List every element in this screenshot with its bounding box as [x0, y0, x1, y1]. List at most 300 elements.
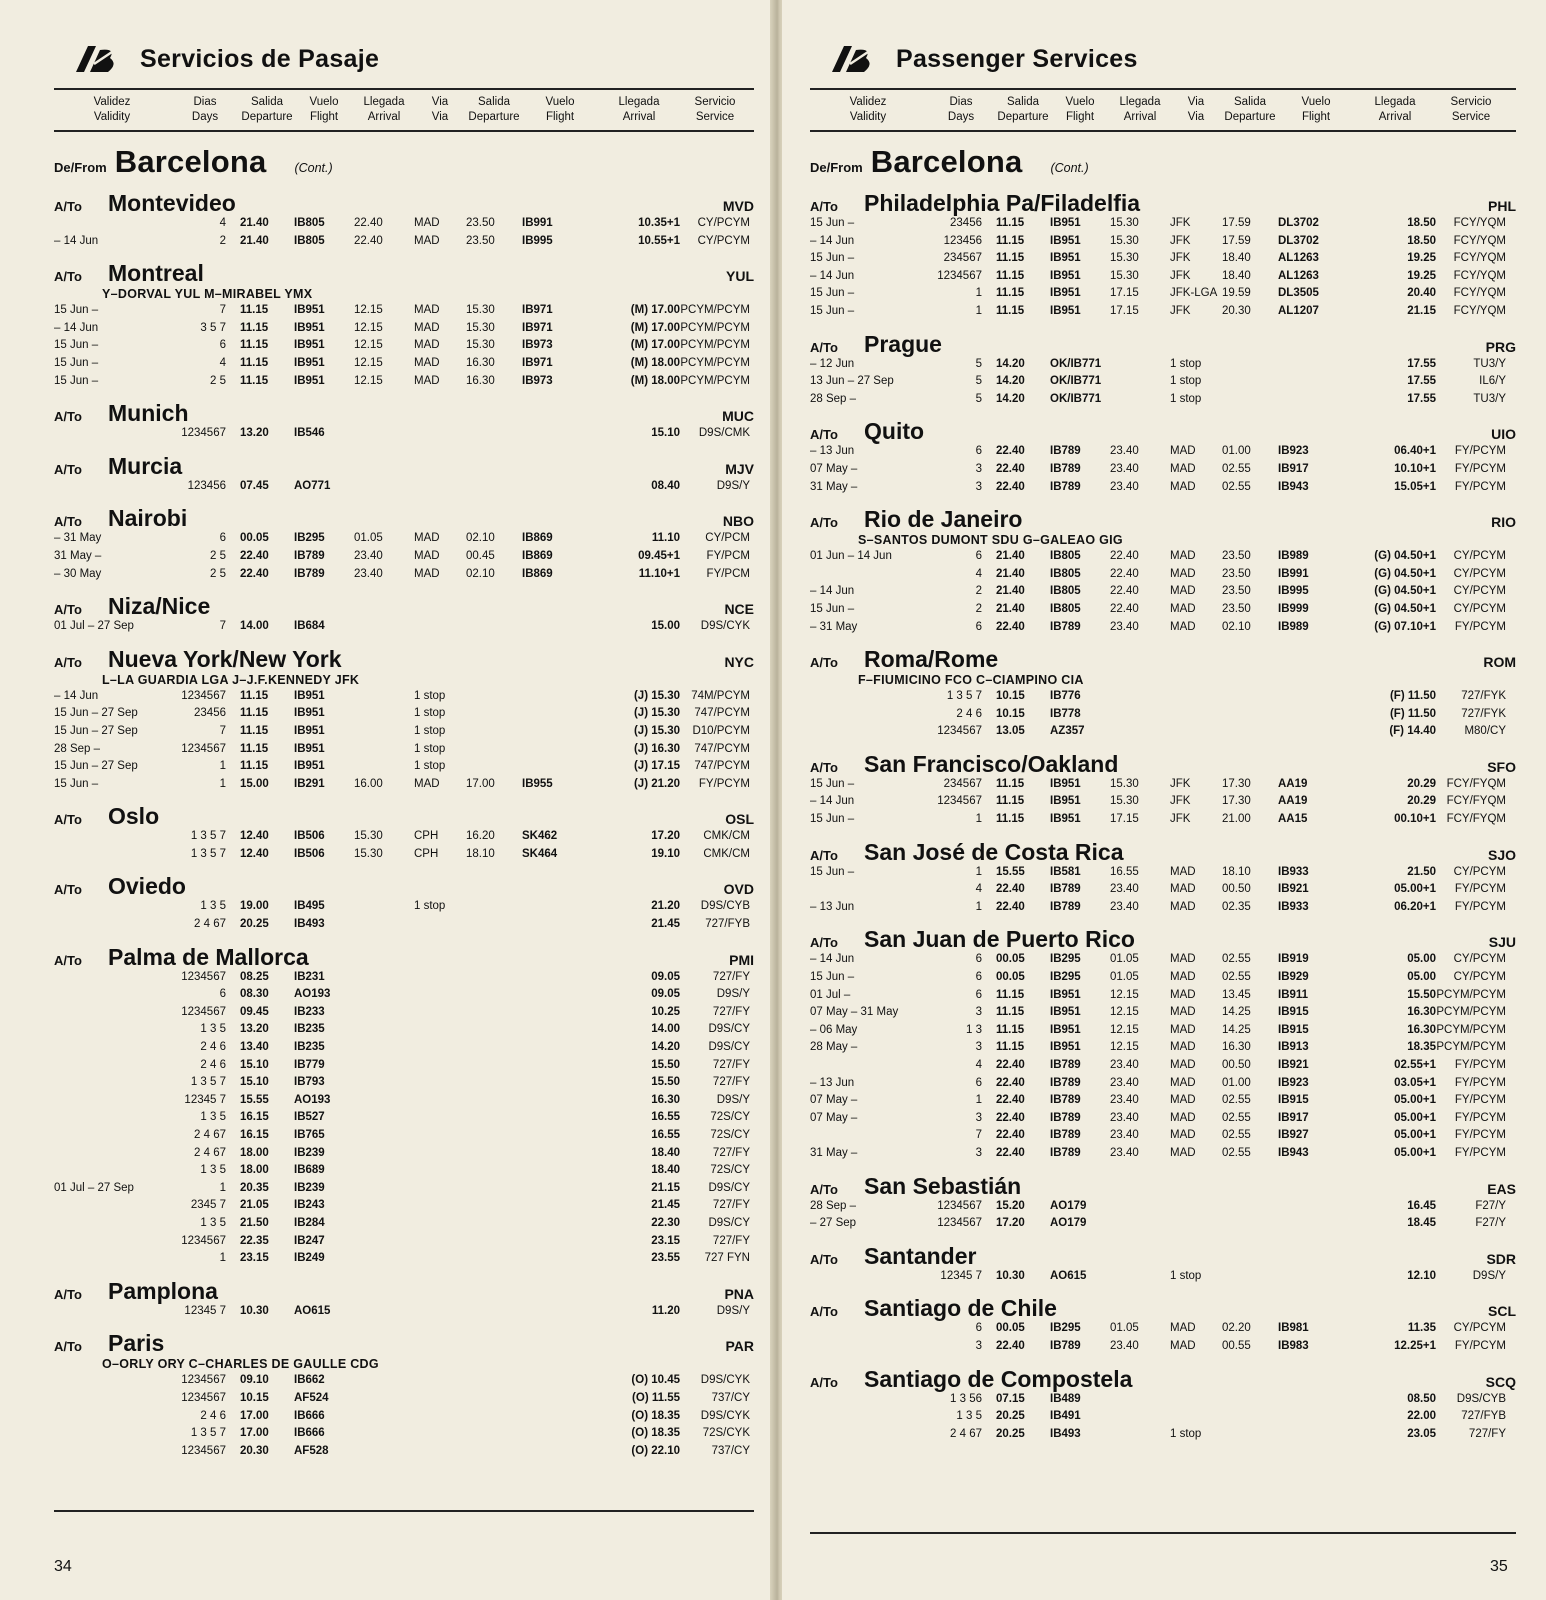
- flight-row: [810, 568, 1516, 586]
- cell-flt: IB805: [1050, 602, 1081, 615]
- cell-flt: IB789: [294, 549, 325, 562]
- cell-days: 1234567: [181, 1391, 226, 1404]
- cell-arr2: 17.55: [1407, 357, 1436, 370]
- cell-dep: 11.15: [996, 234, 1025, 247]
- cell-svc: D9S/Y: [716, 988, 750, 1001]
- flight-row: [54, 1410, 754, 1428]
- cell-valid: 15 Jun – 27 Sep: [54, 724, 138, 737]
- cell-arr: 15.30: [1110, 252, 1139, 265]
- cell-dep2: 23.50: [1222, 585, 1251, 598]
- flight-row: [810, 481, 1516, 499]
- cell-arr2: 17.55: [1407, 392, 1436, 405]
- flight-row: [54, 339, 754, 357]
- cell-dep2: 23.50: [466, 217, 495, 229]
- cell-dep: 21.40: [240, 217, 269, 229]
- cell-svc: 74M/PCYM: [691, 689, 750, 702]
- cell-arr: 01.05: [1110, 1322, 1139, 1335]
- cell-via: MAD: [1170, 1023, 1196, 1036]
- cell-valid: 07 May –: [810, 462, 858, 475]
- cell-flt: AF528: [294, 1444, 329, 1457]
- cell-valid: 01 Jun – 14 Jun: [810, 550, 892, 563]
- cell-days: 123456: [943, 234, 982, 247]
- cell-days: 2 4 6: [200, 1409, 226, 1422]
- cell-dep: 20.25: [240, 918, 269, 931]
- destination-heading: [54, 260, 754, 287]
- cell-arr: 23.40: [1110, 620, 1139, 633]
- cell-arr: 15.30: [354, 847, 383, 860]
- cell-arr2: 21.50: [1407, 865, 1436, 878]
- destination-heading: [54, 1278, 754, 1305]
- cell-flt: OK/IB771: [1050, 375, 1102, 388]
- cell-svc: PCYM/PCYM: [1436, 1023, 1506, 1036]
- destination-section: [54, 1330, 754, 1462]
- cell-svc: FY/PCYM: [1454, 1339, 1506, 1352]
- origin-heading: [54, 144, 754, 182]
- cell-dep: 14.20: [996, 375, 1025, 388]
- airport-code: NCE: [724, 601, 754, 618]
- flight-row: [810, 621, 1516, 639]
- cell-arr: 23.40: [1110, 1111, 1139, 1124]
- destination-heading: [810, 506, 1516, 533]
- destination-name: Rio de Janeiro: [864, 506, 1023, 533]
- cell-dep2: 02.20: [1222, 1322, 1251, 1335]
- airport-legend: Y–DORVAL YUL M–MIRABEL YMX: [102, 287, 313, 302]
- cell-arr: 23.40: [1110, 1059, 1139, 1071]
- cell-dep: 14.20: [996, 392, 1025, 405]
- cell-arr2: 17.20: [651, 830, 680, 843]
- cell-via: CPH: [414, 830, 439, 843]
- cell-arr: 01.05: [1110, 953, 1139, 966]
- cell-svc: FY/PCYM: [1454, 1094, 1506, 1107]
- cell-arr2: 20.29: [1407, 795, 1436, 808]
- flight-row: [54, 1217, 754, 1235]
- cell-days: 1 3: [966, 1023, 982, 1036]
- flight-row: [54, 1094, 754, 1112]
- cell-svc: D9S/CY: [708, 1041, 750, 1054]
- cell-via: MAD: [414, 532, 440, 545]
- cell-via: 1 stop: [1170, 375, 1202, 388]
- airport-code: PHL: [1488, 198, 1516, 214]
- cell-dep2: 02.55: [1222, 480, 1251, 493]
- destination-name: Nueva York/New York: [108, 645, 342, 672]
- cell-dep2: 19.59: [1222, 287, 1251, 300]
- cell-valid: 07 May –: [810, 1111, 858, 1124]
- destination-section: [810, 646, 1516, 743]
- column-header-cell: Vuelo Flight: [309, 96, 339, 123]
- flight-row: [54, 1235, 754, 1253]
- cell-svc: M80/CY: [1464, 725, 1506, 738]
- cell-dep: 22.40: [996, 1076, 1025, 1089]
- flight-row: [810, 989, 1516, 1007]
- cell-days: 123456: [187, 479, 226, 492]
- flight-row: [54, 778, 754, 796]
- cell-dep2: 17.30: [1222, 795, 1251, 808]
- cell-arr: 12.15: [1110, 1006, 1139, 1019]
- airport-legend: O–ORLY ORY C–CHARLES DE GAULLE CDG: [102, 1357, 379, 1372]
- cell-flt2: IB921: [1278, 1059, 1309, 1071]
- flight-row: [54, 217, 754, 235]
- cell-svc: IL6/Y: [1479, 375, 1506, 388]
- destination-section: [54, 646, 754, 796]
- cell-dep2: 17.59: [1222, 217, 1251, 229]
- iberia-logo-icon: [828, 42, 874, 76]
- cell-arr2: 15.10: [651, 427, 680, 440]
- cell-arr: 12.15: [354, 374, 383, 387]
- cell-svc: CY/PCYM: [1453, 602, 1506, 615]
- destination-section: [810, 1173, 1516, 1235]
- cell-days: 4: [975, 883, 982, 896]
- cell-arr2: 20.40: [1407, 287, 1436, 300]
- destination-heading: [54, 453, 754, 480]
- cell-via: MAD: [1170, 883, 1196, 896]
- column-header: [54, 90, 754, 132]
- cell-svc: D9S/Y: [716, 1304, 750, 1317]
- column-header-cell: Dias Days: [947, 96, 975, 123]
- destination-label: A/To: [54, 269, 82, 285]
- cell-days: 1 3 5 7: [190, 847, 226, 860]
- flight-row: [54, 1076, 754, 1094]
- cell-arr2: (M) 17.00: [630, 304, 680, 317]
- cell-dep: 07.45: [240, 479, 269, 492]
- cell-flt: IB581: [1050, 865, 1081, 878]
- cell-svc: CY/PCYM: [1453, 550, 1506, 563]
- airport-code: PRG: [1485, 338, 1516, 355]
- cell-days: 1: [219, 760, 226, 773]
- cell-flt: IB493: [294, 918, 325, 931]
- cell-arr2: 16.55: [651, 1111, 680, 1124]
- cell-flt: IB951: [1050, 1023, 1081, 1036]
- cell-flt: IB495: [294, 900, 325, 913]
- destination-name: San José de Costa Rica: [864, 838, 1124, 865]
- cell-valid: 15 Jun –: [54, 777, 99, 790]
- cell-flt2: IB927: [1278, 1129, 1309, 1142]
- airport-code: PNA: [724, 1285, 754, 1302]
- cell-dep2: 18.10: [466, 847, 495, 860]
- flight-row: [810, 1428, 1516, 1446]
- cell-flt: IB789: [1050, 1129, 1081, 1142]
- cell-flt: IB662: [294, 1374, 325, 1387]
- cell-days: 1234567: [937, 725, 982, 738]
- flight-row: [810, 287, 1516, 305]
- continued-note: (Cont.): [1050, 161, 1089, 175]
- cell-flt2: IB923: [1278, 1076, 1309, 1089]
- cell-days: 4: [975, 567, 982, 580]
- cell-days: 1: [975, 865, 982, 878]
- cell-days: 1 3 5: [200, 1164, 226, 1177]
- cell-valid: – 14 Jun: [810, 269, 855, 282]
- cell-dep: 11.15: [996, 252, 1025, 265]
- flight-row: [810, 1006, 1516, 1024]
- cell-arr2: (M) 18.00: [630, 374, 680, 387]
- cell-svc: FY/PCYM: [1454, 1111, 1506, 1124]
- destination-name: Santander: [864, 1242, 977, 1269]
- flight-row: [810, 445, 1516, 463]
- cell-dep: 11.15: [996, 988, 1025, 1001]
- cell-dep: 15.20: [996, 1199, 1025, 1212]
- cell-svc: FCY/YQM: [1453, 217, 1506, 229]
- destination-label: A/To: [54, 514, 82, 530]
- cell-via: MAD: [1170, 445, 1196, 458]
- cell-dep2: 02.35: [1222, 900, 1251, 913]
- destination-label: A/To: [54, 952, 82, 968]
- cell-flt: IB506: [294, 847, 325, 860]
- cell-via: MAD: [414, 339, 440, 352]
- cell-arr2: (O) 10.45: [631, 1374, 680, 1387]
- cell-days: 6: [975, 620, 982, 633]
- continued-note: (Cont.): [294, 161, 333, 175]
- flight-row: [54, 1305, 754, 1323]
- destination-name: Oviedo: [108, 873, 186, 900]
- cell-via: MAD: [414, 549, 440, 562]
- cell-days: 5: [975, 392, 982, 405]
- destination-name: San Sebastián: [864, 1172, 1022, 1199]
- destination-section: [54, 453, 754, 498]
- flight-row: [810, 393, 1516, 411]
- cell-arr2: 11.35: [1407, 1322, 1436, 1335]
- page-header: [54, 30, 754, 88]
- cell-valid: 13 Jun – 27 Sep: [810, 375, 894, 388]
- cell-valid: – 13 Jun: [810, 445, 855, 458]
- cell-valid: 15 Jun –: [810, 252, 855, 265]
- destination-name: San Juan de Puerto Rico: [864, 926, 1135, 953]
- cell-days: 3: [975, 480, 982, 493]
- cell-arr2: 21.20: [651, 900, 680, 913]
- cell-dep2: 00.50: [1222, 883, 1251, 896]
- cell-valid: – 14 Jun: [810, 585, 855, 598]
- cell-days: 2 5: [210, 549, 226, 562]
- destination-label: A/To: [810, 1304, 838, 1320]
- cell-days: 1: [219, 1252, 226, 1265]
- column-header-cell: Servicio Service: [694, 96, 736, 123]
- cell-flt: IB789: [1050, 1059, 1081, 1071]
- cell-dep: 10.15: [240, 1391, 269, 1404]
- cell-dep2: 16.30: [466, 374, 495, 387]
- destination-section: [810, 190, 1516, 323]
- cell-via: MAD: [414, 374, 440, 387]
- flight-row: [54, 357, 754, 375]
- cell-valid: – 30 May: [54, 567, 102, 580]
- cell-arr: 22.40: [1110, 585, 1139, 598]
- cell-days: 2 4 6: [200, 1041, 226, 1054]
- cell-arr2: (F) 11.50: [1389, 707, 1436, 720]
- cell-days: 7: [219, 620, 226, 633]
- cell-dep: 22.40: [996, 1129, 1025, 1142]
- cell-flt: IB951: [294, 742, 325, 755]
- cell-flt: IB951: [294, 374, 325, 387]
- column-header-cell: Llegada Arrival: [1374, 96, 1416, 123]
- cell-days: 2 4 6: [200, 1058, 226, 1071]
- cell-days: 1: [975, 813, 982, 826]
- cell-dep2: 17.59: [1222, 234, 1251, 247]
- cell-dep: 00.05: [996, 953, 1025, 966]
- cell-days: 1: [219, 777, 226, 790]
- right-page: [782, 0, 1546, 1600]
- cell-flt: IB789: [1050, 883, 1081, 896]
- cell-via: 1 stop: [414, 900, 446, 913]
- cell-days: 1 3 5: [200, 1216, 226, 1229]
- cell-dep: 22.40: [996, 462, 1025, 475]
- cell-days: 1 3 56: [950, 1392, 982, 1405]
- cell-svc: FY/PCYM: [1454, 462, 1506, 475]
- cell-via: 1 stop: [414, 724, 446, 737]
- cell-dep: 11.15: [240, 760, 269, 773]
- cell-arr2: 22.30: [651, 1216, 680, 1229]
- airport-code: UIO: [1491, 426, 1516, 443]
- cell-dep: 09.45: [240, 1005, 269, 1018]
- cell-dep: 11.15: [996, 777, 1025, 790]
- cell-arr2: 19.25: [1407, 269, 1436, 282]
- cell-svc: 737/CY: [711, 1391, 750, 1404]
- flight-row: [810, 1147, 1516, 1165]
- cell-via: JFK: [1170, 304, 1191, 317]
- cell-flt: IB527: [294, 1111, 325, 1124]
- cell-dep2: 20.30: [1222, 304, 1251, 317]
- airport-code: OSL: [725, 811, 754, 828]
- column-header-cell: Vuelo Flight: [545, 96, 575, 123]
- cell-svc: PCYM/PCYM: [680, 339, 750, 352]
- cell-days: 3 5 7: [200, 321, 226, 334]
- cell-days: 2 4 67: [950, 1427, 982, 1440]
- cell-flt: IB235: [294, 1023, 325, 1036]
- cell-valid: 28 Sep –: [810, 1199, 857, 1212]
- cell-days: 7: [975, 1129, 982, 1142]
- flight-row: [54, 988, 754, 1006]
- flight-row: [54, 235, 754, 253]
- cell-via: 1 stop: [414, 760, 446, 773]
- cell-svc: PCYM/PCYM: [680, 356, 750, 369]
- cell-dep: 13.20: [240, 1023, 269, 1036]
- cell-arr2: (J) 17.15: [633, 760, 680, 773]
- cell-via: MAD: [1170, 480, 1196, 493]
- cell-via: MAD: [1170, 900, 1196, 913]
- bottom-rule: [810, 1532, 1516, 1534]
- cell-arr: 17.15: [1110, 304, 1139, 317]
- cell-valid: 15 Jun –: [810, 813, 855, 826]
- cell-flt: IB951: [294, 689, 325, 702]
- cell-via: MAD: [1170, 1339, 1196, 1352]
- cell-arr2: 05.00+1: [1394, 1129, 1436, 1142]
- cell-arr: 15.30: [1110, 217, 1139, 229]
- flight-row: [810, 1217, 1516, 1235]
- cell-svc: PCYM/PCYM: [680, 321, 750, 334]
- cell-flt: IB951: [294, 339, 325, 352]
- flight-row: [810, 778, 1516, 796]
- cell-arr2: 23.55: [651, 1252, 680, 1265]
- cell-arr2: 21.45: [651, 1199, 680, 1212]
- cell-dep: 23.15: [240, 1252, 269, 1265]
- cell-arr: 23.40: [1110, 445, 1139, 458]
- cell-svc: FY/PCYM: [1454, 445, 1506, 458]
- airport-code: MVD: [722, 198, 754, 214]
- cell-svc: FCY/YQM: [1453, 234, 1506, 247]
- cell-svc: FCY/YQM: [1453, 252, 1506, 265]
- destination-name: Oslo: [108, 803, 160, 830]
- cell-arr2: (M) 17.00: [630, 339, 680, 352]
- flight-row: [54, 690, 754, 708]
- cell-arr2: (O) 22.10: [631, 1444, 680, 1457]
- flight-row: [810, 1129, 1516, 1147]
- cell-svc: FCY/YQM: [1453, 304, 1506, 317]
- cell-svc: D9S/Y: [716, 1093, 750, 1106]
- cell-dep: 13.20: [240, 427, 269, 440]
- cell-dep2: 01.00: [1222, 445, 1251, 458]
- flight-row: [810, 1094, 1516, 1112]
- cell-days: 1234567: [181, 1374, 226, 1387]
- cell-dep: 07.15: [996, 1392, 1025, 1405]
- cell-valid: 31 May –: [54, 549, 102, 562]
- cell-flt2: IB973: [522, 374, 553, 387]
- cell-arr: 23.40: [1110, 1094, 1139, 1107]
- origin-heading: [810, 144, 1516, 182]
- destination-list: [54, 190, 754, 1462]
- airport-code: SJU: [1488, 934, 1516, 951]
- bottom-rule: [54, 1510, 754, 1512]
- cell-days: 1: [975, 304, 982, 317]
- cell-svc: FY/PCYM: [1454, 480, 1506, 493]
- destination-section: [810, 1366, 1516, 1446]
- destination-heading: [54, 190, 754, 217]
- page-number: 34: [54, 1558, 72, 1575]
- cell-dep2: 00.50: [1222, 1059, 1251, 1071]
- cell-dep: 21.40: [996, 585, 1025, 598]
- cell-arr2: 09.05: [651, 970, 680, 983]
- flight-row: [54, 1129, 754, 1147]
- column-header-cell: Validez Validity: [93, 96, 131, 123]
- cell-days: 2 5: [210, 374, 226, 387]
- cell-dep2: 17.00: [466, 777, 495, 790]
- cell-arr: 12.15: [354, 321, 383, 334]
- cell-flt: IB249: [294, 1252, 325, 1265]
- cell-dep: 00.05: [996, 1322, 1025, 1335]
- cell-arr2: 10.10+1: [1394, 462, 1436, 475]
- cell-flt: IB776: [1050, 690, 1081, 703]
- cell-flt: IB666: [294, 1409, 325, 1422]
- cell-via: JFK: [1170, 234, 1191, 247]
- cell-via: MAD: [1170, 953, 1196, 966]
- destination-heading: [54, 400, 754, 427]
- cell-dep: 21.05: [240, 1199, 269, 1212]
- cell-flt: IB951: [294, 304, 325, 317]
- cell-dep: 18.00: [240, 1146, 269, 1159]
- cell-dep2: 02.55: [1222, 1111, 1251, 1124]
- cell-flt2: AL1207: [1278, 304, 1319, 317]
- destination-section: [810, 1243, 1516, 1288]
- cell-days: 4: [219, 217, 226, 229]
- cell-flt2: IB995: [1278, 585, 1309, 598]
- cell-arr2: 08.40: [651, 479, 680, 492]
- cell-arr2: 23.15: [651, 1234, 680, 1247]
- cell-flt: IB239: [294, 1181, 325, 1194]
- cell-days: 2: [975, 585, 982, 598]
- cell-arr2: 09.05: [651, 988, 680, 1001]
- cell-flt: OK/IB771: [1050, 392, 1102, 405]
- cell-flt: IB684: [294, 620, 325, 633]
- cell-days: 1 3 5 7: [190, 1427, 226, 1440]
- flight-row: [810, 1059, 1516, 1077]
- cell-flt: IB951: [1050, 304, 1081, 317]
- cell-flt: IB951: [1050, 1041, 1081, 1054]
- cell-via: MAD: [1170, 1059, 1196, 1071]
- destination-heading: [54, 944, 754, 971]
- cell-flt: IB235: [294, 1041, 325, 1054]
- cell-svc: FCY/FYQM: [1446, 777, 1506, 790]
- flight-row: [810, 883, 1516, 901]
- cell-svc: PCYM/PCYM: [680, 374, 750, 387]
- cell-dep2: 02.55: [1222, 1094, 1251, 1107]
- cell-flt: IB805: [294, 234, 325, 247]
- cell-dep2: 15.30: [466, 304, 495, 317]
- flight-row: [810, 1410, 1516, 1428]
